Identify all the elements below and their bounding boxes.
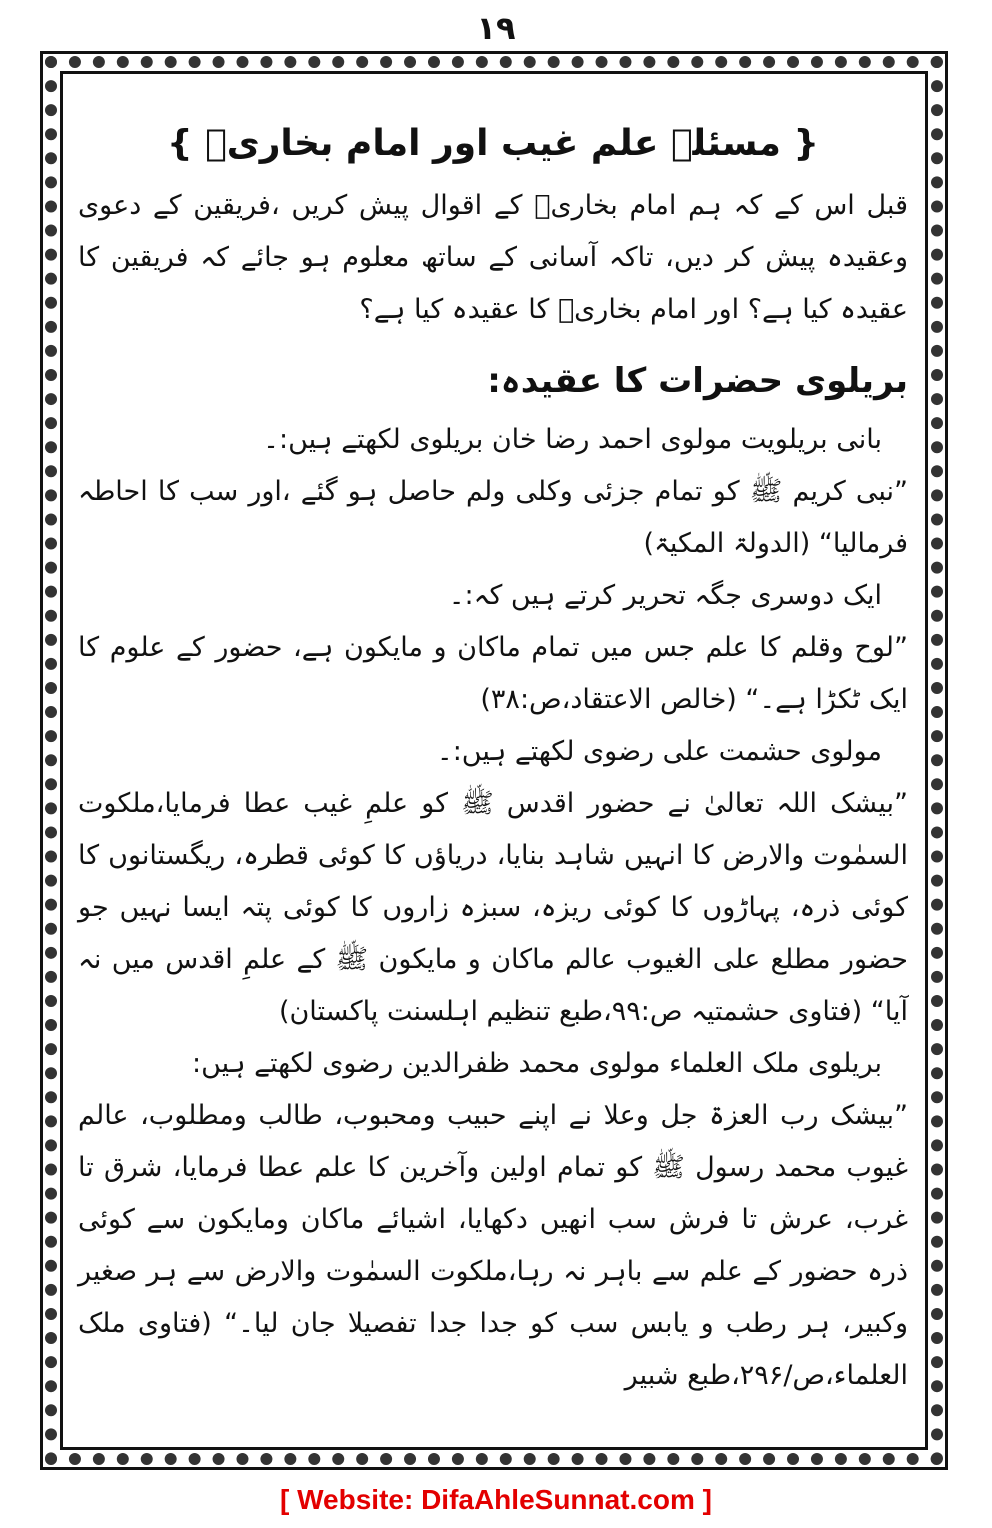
citation-quote: ”بیشک رب العزۃ جل وعلا نے اپنے حبیب ومحبوب، طالب ومطلوب، عالم غیوب محمد رسول ﷺ کو تمام اولین وآخرین کا علم عطا فرمایا، شرق تا غرب، عرش تا فرش سب انھیں دکھایا، اشیائے ماکان ومایکون سے کوئی ذرہ حضور کے علم سے باہر نہ رہا،ملکوت السمٰوت والارض سے ہر صغیر وکبیر، ہر رطب و یابس سب کو جدا جدا تفصیلا جان لیا۔“ (فتاوی ملک العلماء،ص/۲۹۶،طبع شبیر: [78, 1100, 908, 1391]
citation-intro: بریلوی ملک العلماء مولوی محمد ظفرالدین رضوی لکھتے ہیں:: [191, 1048, 882, 1079]
opening-paragraph: قبل اس کے کہ ہم امام بخاریؒ کے اقوال پیش کریں ،فریقین کے دعوی وعقیدہ پیش کر دیں، تاکہ آسانی کے ساتھ معلوم ہو جائے کہ فریقین کا عقیدہ کیا ہے؟ اور امام بخاریؒ کا عقیدہ کیا ہے؟: [78, 190, 908, 325]
citation-quote: ”نبی کریم ﷺ کو تمام جزئی وکلی ولم حاصل ہو گئے ،اور سب کا احاطہ فرمالیا“ (الدولۃ المکیۃ): [78, 476, 908, 559]
page-title: { مسئلہ علم غیب اور امام بخاریؒ }: [166, 123, 820, 164]
website-footer: [ Website: DifaAhleSunnat.com ]: [280, 1484, 712, 1515]
citation-intro: مولوی حشمت علی رضوی لکھتے ہیں:۔: [436, 736, 882, 767]
citation-block: [78, 570, 908, 726]
citation-block: [78, 414, 908, 570]
citation-quote: ”لوح وقلم کا علم جس میں تمام ماکان و مایکون ہے، حضور کے علوم کا ایک ٹکڑا ہے۔“ (خالص الاعتقاد،ص:۳۸): [78, 632, 908, 715]
citation-block: [78, 1038, 908, 1402]
citation-intro: بانی بریلویت مولوی احمد رضا خان بریلوی لکھتے ہیں:۔: [263, 424, 882, 455]
citation-block: [78, 726, 908, 1038]
page-number: ١٩: [476, 9, 516, 47]
citation-quote: ”بیشک اللہ تعالیٰ نے حضور اقدس ﷺ کو علمِ غیب عطا فرمایا،ملکوت السمٰوت والارض کا انہیں شاہد بنایا، دریاؤں کا کوئی قطرہ، ریگستانوں کا کوئی ذرہ، پہاڑوں کا کوئی ریزہ، سبزہ زاروں کا کوئی پتہ ایسا نہیں جو حضور مطلع علی الغیوب عالم ماکان و مایکون ﷺ کے علمِ اقدس میں نہ آیا“ (فتاوی حشمتیہ ص:۹۹،طبع تنظیم اہلسنت پاکستان): [78, 788, 908, 1027]
page-content: [78, 114, 908, 1402]
citation-intro: ایک دوسری جگہ تحریر کرتے ہیں کہ:۔: [448, 580, 882, 611]
section-heading: بریلوی حضرات کا عقیدہ:: [487, 361, 908, 401]
